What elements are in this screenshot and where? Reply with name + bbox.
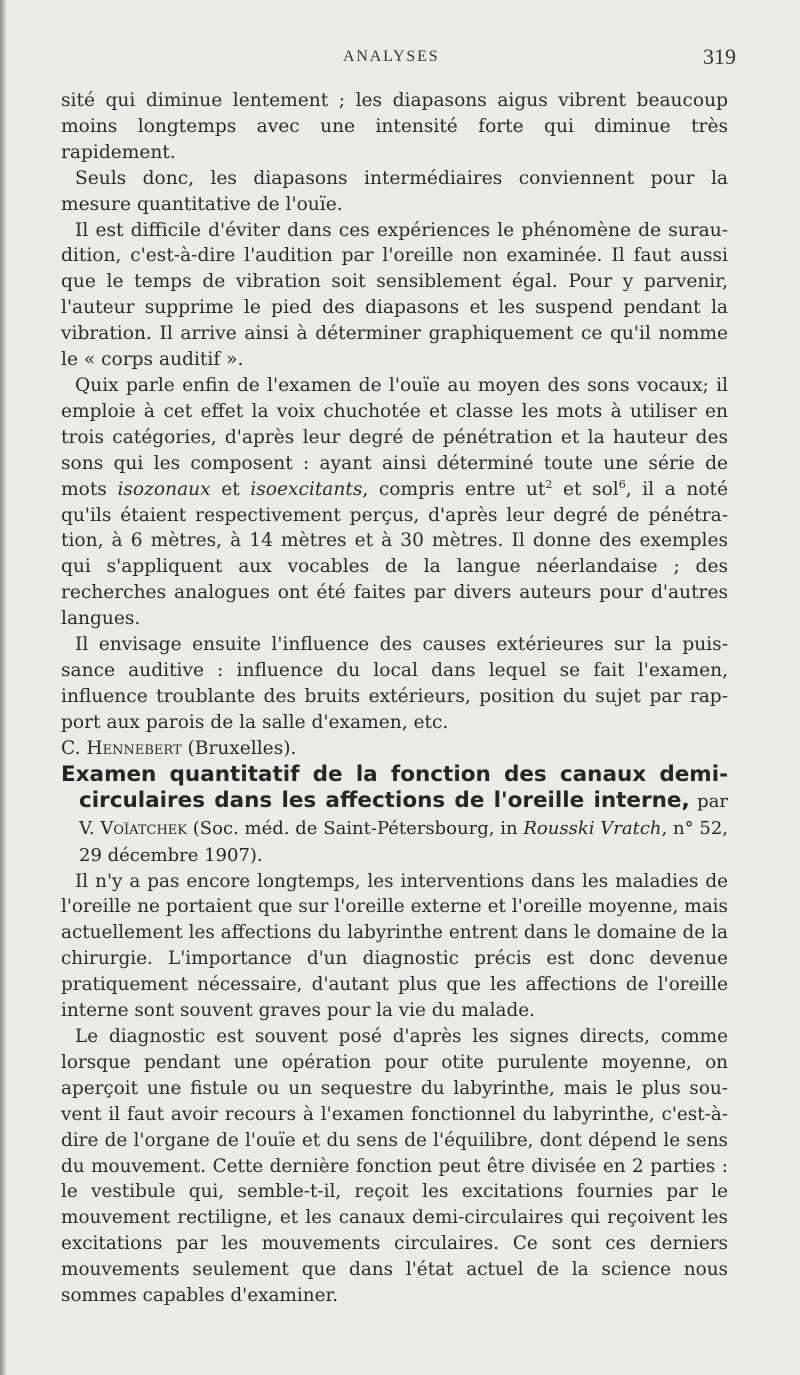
byline-text-b: (Soc. méd. de Saint-Pétersbourg, in <box>187 817 524 839</box>
article1-paragraph-5: Il envisage ensuite l'influence des causes extérieures sur la puissance auditive : influence du local dans lequel se fait l'examen, influence troublante des bruits extérieurs, position du sujet par rapport aux parois de la salle d'examen, etc. <box>61 634 728 733</box>
byline-journal: Rousski Vratch <box>523 817 662 839</box>
byline-text-a: par V. <box>79 790 728 839</box>
superscript-ut: 2 <box>545 477 553 491</box>
signature-name: Hennebert <box>86 737 182 759</box>
article2-paragraph-1: Il n'y a pas encore longtemps, les interventions dans les maladies de l'oreille ne portaient que sur l'oreille externe et l'oreille moyenne, mais actuellement les affections du labyrinthe entrent dans le domaine de la chirurgie. L'importance d'un diagnostic précis est donc devenue pratiquement nécessaire, d'autant plus que les affections de l'oreille interne sont souvent graves pour la vie du malade. <box>61 870 728 1022</box>
article2-heading <box>61 762 728 869</box>
paragraph-4-text-e: , il a noté qu'ils étaient respectivement perçus, d'après leur degré de pénétration, à 6 mètres, à 14 mètres et à 30 mètres. Il donne des exemples qui s'appliquent aux vocables de la langue néerlandaise ; des recherches analogues ont été faites par divers auteurs pour d'autres langues. <box>61 478 729 630</box>
running-head <box>0 44 800 74</box>
signature-initial: C. <box>61 737 87 759</box>
term-isoexcitants: isoexcitants <box>250 478 363 500</box>
page-number: 319 <box>703 44 736 69</box>
page-edge <box>0 0 7 1375</box>
article1-paragraph-3: Il est difficile d'éviter dans ces expériences le phénomène de suraudition, c'est-à-dire l'audition par l'oreille non examinée. Il faut aussi que le temps de vibration soit sensiblement égal. Pour y parvenir, l'auteur supprime le pied des diapasons et les suspend pendant la vibration. Il arrive ainsi à déterminer graphiquement ce qu'il nomme le « corps auditif ». <box>61 219 728 371</box>
signature <box>61 736 728 762</box>
article2-title: Examen quantitatif de la fonction des canaux demi-circulaires dans les affections de l'oreille interne, <box>61 761 728 813</box>
running-title: ANALYSES <box>343 48 440 65</box>
byline-author: Voïatchek <box>100 817 187 839</box>
paragraph-4-text-c: , compris entre ut <box>362 478 546 500</box>
superscript-sol: 6 <box>618 477 626 491</box>
article1-paragraph-2: Seuls donc, les diapasons intermédiaires conviennent pour la mesure quantitative de l'ouïe. <box>61 167 728 215</box>
article2-paragraph-2: Le diagnostic est souvent posé d'après les signes directs, comme lorsque pendant une opération pour otite purulente moyenne, on aperçoit une fistule ou un sequestre du labyrinthe, mais le plus souvent il faut avoir recours à l'examen fonctionnel du labyrinthe, c'est-à-dire de l'organe de l'ouïe et du sens de l'équilibre, dont dépend le sens du mouvement. Cette dernière fonction peut être divisée en 2 parties : le vestibule qui, semble-t-il, reçoit les excitations fournies par le mouvement rectiligne, et les canaux demi-circulaires qui reçoivent les excitations par les mouvements circulaires. Ce sont ces derniers mouvements seulement que dans l'état actuel de la science nous sommes capables d'examiner. <box>61 1026 728 1307</box>
article1-paragraph-4 <box>61 373 728 632</box>
page-body <box>61 88 728 1309</box>
byline-text-c: , n° 52, 29 décembre 1907). <box>79 817 728 866</box>
article1-paragraph-1: sité qui diminue lentement ; les diapasons aigus vibrent beaucoup moins longtemps avec une intensité forte qui diminue très rapidement. <box>61 90 728 163</box>
paragraph-4-text-d: et sol <box>552 478 619 500</box>
paragraph-4-text-a: Quix parle enfin de l'examen de l'ouïe au moyen des sons vocaux; il emploie à cet effet la voix chuchotée et classe les mots à utiliser en trois catégories, d'après leur degré de pénétration et la hauteur des sons qui les composent : ayant ainsi déterminé toute une série de mots <box>61 374 728 500</box>
signature-place: (Bruxelles). <box>181 737 297 759</box>
term-isozonaux: isozonaux <box>117 478 211 500</box>
paragraph-4-text-b: et <box>210 478 251 500</box>
